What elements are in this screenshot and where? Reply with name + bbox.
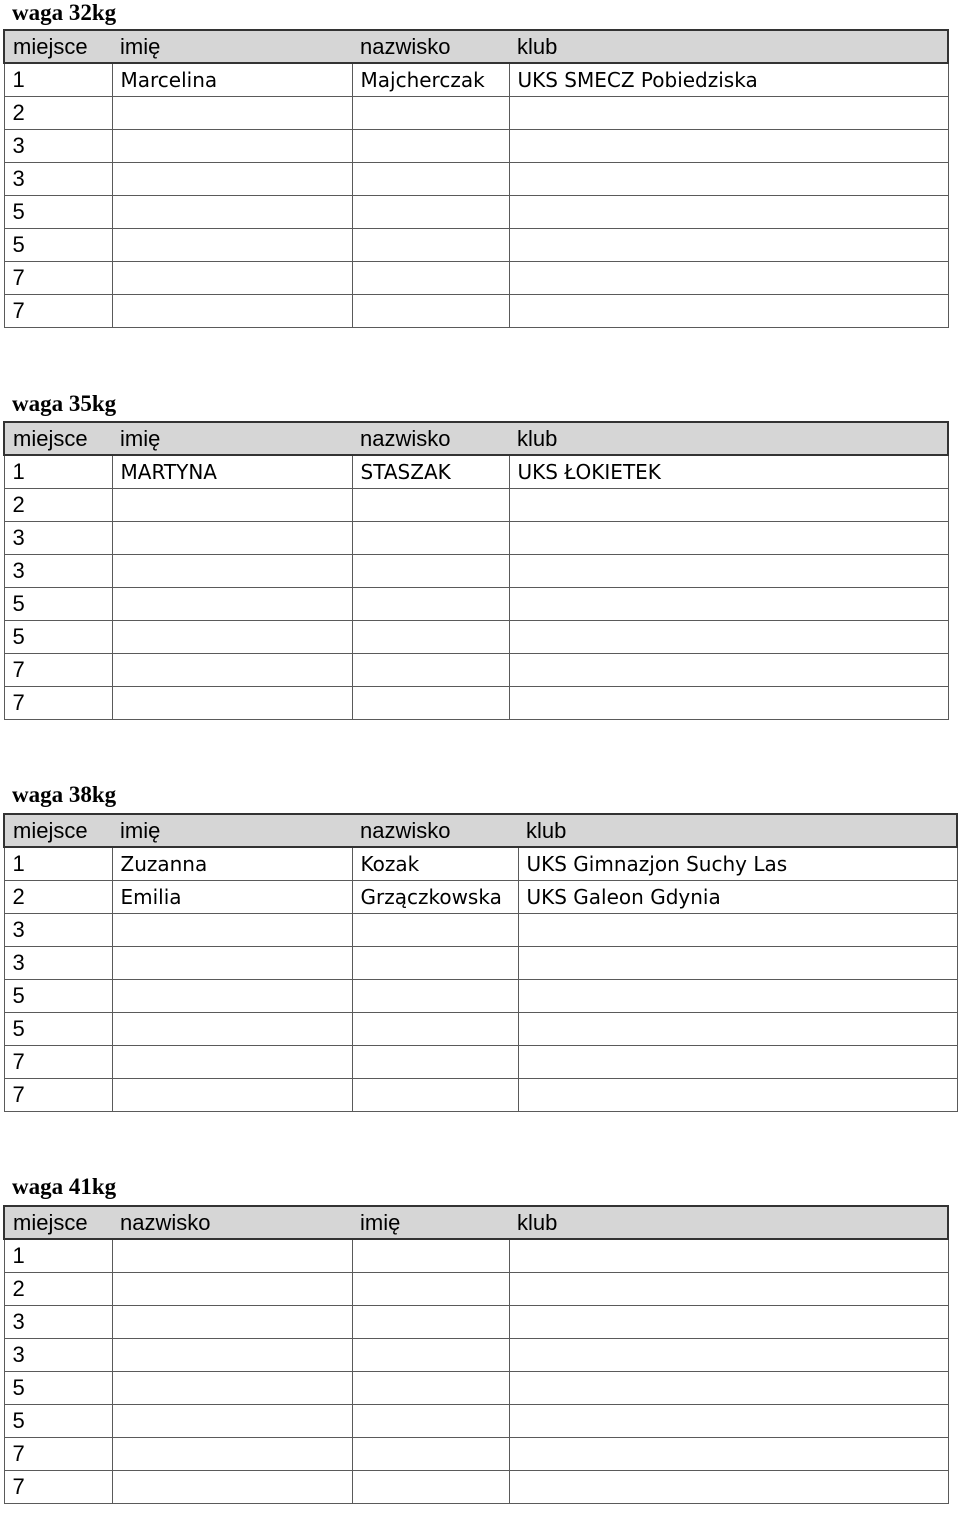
last-name-cell: [352, 1239, 509, 1272]
club-cell: [518, 979, 957, 1012]
place-cell: 7: [4, 1470, 112, 1503]
place-cell: 7: [4, 1437, 112, 1470]
last-name-cell: [352, 1272, 509, 1305]
table-row: [4, 261, 948, 294]
column-header: imię: [112, 422, 352, 455]
first-name-cell: [112, 1272, 352, 1305]
last-name-cell: [352, 1338, 509, 1371]
table-row: [4, 455, 948, 488]
table-row: [4, 1437, 948, 1470]
last-name-cell: [352, 979, 518, 1012]
table-header-row: [4, 30, 948, 63]
last-name-cell: [352, 488, 509, 521]
place-cell: 7: [4, 1045, 112, 1078]
last-name-cell: [352, 1404, 509, 1437]
table-row: [4, 488, 948, 521]
place-cell: 1: [4, 63, 112, 96]
table-row: [4, 521, 948, 554]
results-table: [3, 813, 958, 1112]
place-cell: 3: [4, 521, 112, 554]
last-name-cell: [352, 587, 509, 620]
first-name-cell: [112, 1305, 352, 1338]
first-name-cell: [112, 261, 352, 294]
place-cell: 5: [4, 1012, 112, 1045]
last-name-cell: Grzączkowska: [352, 880, 518, 913]
first-name-cell: [112, 1338, 352, 1371]
column-header: imię: [112, 30, 352, 63]
first-name-cell: [112, 1470, 352, 1503]
first-name-cell: [112, 1078, 352, 1111]
table-header-row: [4, 814, 957, 847]
club-cell: [509, 129, 948, 162]
first-name-cell: [112, 913, 352, 946]
first-name-cell: [112, 1404, 352, 1437]
last-name-cell: [352, 686, 509, 719]
table-row: [4, 1470, 948, 1503]
place-cell: 7: [4, 653, 112, 686]
place-cell: 2: [4, 96, 112, 129]
column-header: miejsce: [4, 814, 112, 847]
table-row: [4, 1239, 948, 1272]
first-name-cell: [112, 979, 352, 1012]
club-cell: [509, 1272, 948, 1305]
column-header: klub: [518, 814, 957, 847]
table-row: [4, 129, 948, 162]
place-cell: 1: [4, 847, 112, 880]
place-cell: 7: [4, 1078, 112, 1111]
last-name-cell: [352, 1470, 509, 1503]
results-table: [3, 421, 949, 720]
column-header: klub: [509, 422, 948, 455]
first-name-cell: [112, 1012, 352, 1045]
place-cell: 3: [4, 554, 112, 587]
last-name-cell: [352, 1078, 518, 1111]
club-cell: [518, 1012, 957, 1045]
club-cell: [509, 620, 948, 653]
last-name-cell: [352, 228, 509, 261]
club-cell: [509, 1371, 948, 1404]
club-cell: UKS SMECZ Pobiedziska: [509, 63, 948, 96]
first-name-cell: [112, 1239, 352, 1272]
place-cell: 3: [4, 162, 112, 195]
last-name-cell: [352, 946, 518, 979]
club-cell: [509, 1239, 948, 1272]
first-name-cell: [112, 294, 352, 327]
first-name-cell: [112, 488, 352, 521]
table-row: [4, 913, 957, 946]
first-name-cell: [112, 946, 352, 979]
first-name-cell: Marcelina: [112, 63, 352, 96]
column-header: klub: [509, 30, 948, 63]
club-cell: UKS ŁOKIETEK: [509, 455, 948, 488]
table-header-row: [4, 1206, 948, 1239]
table-row: [4, 162, 948, 195]
table-row: [4, 1078, 957, 1111]
place-cell: 5: [4, 587, 112, 620]
place-cell: 2: [4, 1272, 112, 1305]
place-cell: 3: [4, 913, 112, 946]
last-name-cell: [352, 96, 509, 129]
place-cell: 5: [4, 195, 112, 228]
first-name-cell: [112, 129, 352, 162]
last-name-cell: [352, 521, 509, 554]
last-name-cell: Kozak: [352, 847, 518, 880]
table-row: [4, 96, 948, 129]
table-row: [4, 1338, 948, 1371]
table-row: [4, 620, 948, 653]
place-cell: 2: [4, 880, 112, 913]
club-cell: [518, 1045, 957, 1078]
table-row: [4, 554, 948, 587]
results-table: [3, 29, 949, 328]
weight-class-title: waga 41kg: [12, 1174, 117, 1199]
last-name-cell: [352, 653, 509, 686]
place-cell: 7: [4, 686, 112, 719]
place-cell: 5: [4, 620, 112, 653]
club-cell: [518, 946, 957, 979]
club-cell: [509, 686, 948, 719]
weight-class-title: waga 35kg: [12, 391, 117, 416]
last-name-cell: [352, 162, 509, 195]
club-cell: [518, 913, 957, 946]
club-cell: [509, 488, 948, 521]
table-row: [4, 1404, 948, 1437]
first-name-cell: [112, 653, 352, 686]
club-cell: [509, 653, 948, 686]
place-cell: 5: [4, 1371, 112, 1404]
table-row: [4, 1012, 957, 1045]
place-cell: 7: [4, 294, 112, 327]
table-row: [4, 946, 957, 979]
table-row: [4, 228, 948, 261]
club-cell: [509, 1470, 948, 1503]
club-cell: [509, 521, 948, 554]
column-header: miejsce: [4, 1206, 112, 1239]
last-name-cell: [352, 1012, 518, 1045]
column-header: nazwisko: [352, 814, 518, 847]
column-header: klub: [509, 1206, 948, 1239]
table-row: [4, 1371, 948, 1404]
place-cell: 3: [4, 1338, 112, 1371]
first-name-cell: Emilia: [112, 880, 352, 913]
last-name-cell: [352, 261, 509, 294]
table-row: [4, 686, 948, 719]
place-cell: 5: [4, 979, 112, 1012]
place-cell: 3: [4, 946, 112, 979]
last-name-cell: STASZAK: [352, 455, 509, 488]
club-cell: [509, 554, 948, 587]
first-name-cell: [112, 521, 352, 554]
last-name-cell: [352, 1305, 509, 1338]
table-row: [4, 653, 948, 686]
club-cell: [509, 261, 948, 294]
table-row: [4, 880, 957, 913]
first-name-cell: [112, 162, 352, 195]
column-header: nazwisko: [352, 30, 509, 63]
column-header: imię: [112, 814, 352, 847]
club-cell: [509, 294, 948, 327]
first-name-cell: MARTYNA: [112, 455, 352, 488]
table-row: [4, 847, 957, 880]
first-name-cell: [112, 195, 352, 228]
table-row: [4, 1045, 957, 1078]
first-name-cell: [112, 620, 352, 653]
results-table: [3, 1205, 949, 1504]
last-name-cell: [352, 195, 509, 228]
first-name-cell: [112, 587, 352, 620]
club-cell: UKS Galeon Gdynia: [518, 880, 957, 913]
first-name-cell: Zuzanna: [112, 847, 352, 880]
first-name-cell: [112, 1371, 352, 1404]
last-name-cell: [352, 913, 518, 946]
last-name-cell: [352, 1371, 509, 1404]
place-cell: 1: [4, 455, 112, 488]
first-name-cell: [112, 1045, 352, 1078]
club-cell: [509, 162, 948, 195]
last-name-cell: [352, 294, 509, 327]
last-name-cell: Majcherczak: [352, 63, 509, 96]
place-cell: 3: [4, 129, 112, 162]
table-header-row: [4, 422, 948, 455]
column-header: miejsce: [4, 30, 112, 63]
table-row: [4, 63, 948, 96]
column-header: nazwisko: [112, 1206, 352, 1239]
club-cell: [518, 1078, 957, 1111]
place-cell: 2: [4, 488, 112, 521]
column-header: imię: [352, 1206, 509, 1239]
table-row: [4, 1272, 948, 1305]
club-cell: [509, 1404, 948, 1437]
table-row: [4, 587, 948, 620]
place-cell: 5: [4, 228, 112, 261]
club-cell: UKS Gimnazjon Suchy Las: [518, 847, 957, 880]
last-name-cell: [352, 1045, 518, 1078]
club-cell: [509, 228, 948, 261]
place-cell: 1: [4, 1239, 112, 1272]
club-cell: [509, 587, 948, 620]
club-cell: [509, 96, 948, 129]
table-row: [4, 1305, 948, 1338]
last-name-cell: [352, 620, 509, 653]
club-cell: [509, 1437, 948, 1470]
first-name-cell: [112, 686, 352, 719]
place-cell: 5: [4, 1404, 112, 1437]
club-cell: [509, 1338, 948, 1371]
last-name-cell: [352, 129, 509, 162]
club-cell: [509, 1305, 948, 1338]
first-name-cell: [112, 228, 352, 261]
column-header: nazwisko: [352, 422, 509, 455]
column-header: miejsce: [4, 422, 112, 455]
first-name-cell: [112, 1437, 352, 1470]
last-name-cell: [352, 554, 509, 587]
table-row: [4, 195, 948, 228]
weight-class-title: waga 32kg: [12, 0, 117, 25]
club-cell: [509, 195, 948, 228]
table-row: [4, 979, 957, 1012]
place-cell: 3: [4, 1305, 112, 1338]
last-name-cell: [352, 1437, 509, 1470]
first-name-cell: [112, 554, 352, 587]
place-cell: 7: [4, 261, 112, 294]
table-row: [4, 294, 948, 327]
weight-class-title: waga 38kg: [12, 782, 117, 807]
first-name-cell: [112, 96, 352, 129]
